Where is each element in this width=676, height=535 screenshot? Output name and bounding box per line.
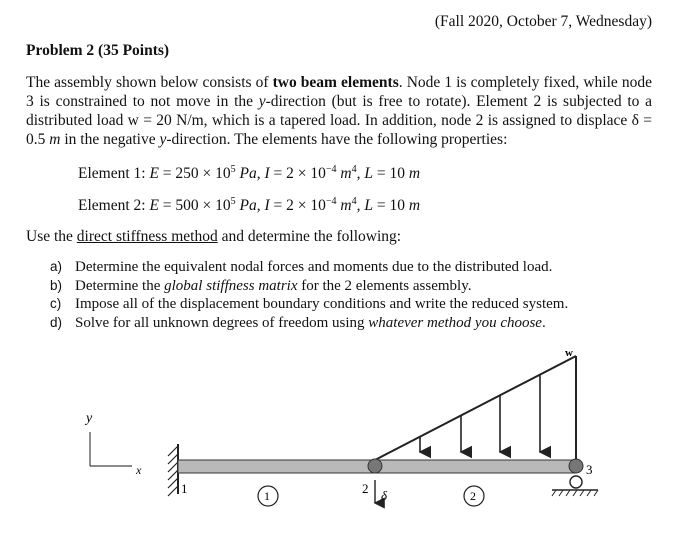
m4-unit: m xyxy=(336,165,352,182)
delta-label: δ xyxy=(381,488,388,503)
node-3-label: 3 xyxy=(586,462,593,477)
element-1-number: 1 xyxy=(264,489,270,503)
task-label: d) xyxy=(50,314,63,330)
i-value: = 2 × 10 xyxy=(269,197,326,214)
element-1-properties: Element 1: $E = 250 \times 10^5$ Pa, $I = 2 \times 10^{-4}$ $m^4$, L = 10 m xyxy=(78,163,421,182)
i-exponent: −4 xyxy=(325,163,337,175)
e-value: = 500 × 10 xyxy=(158,197,231,214)
i-symbol: I xyxy=(264,165,270,182)
axis-x-label: x xyxy=(136,463,142,477)
task-text-1: Impose all of the displacement boundary conditions and write the reduced system. xyxy=(75,296,569,312)
task-text-2: . xyxy=(541,314,546,331)
intro-text-3: -direction (but is free to rotate). Element 2 is subjected to a distributed load w = 20 N/m, which is a tapered load. In addition, node 2 is assigned to displace xyxy=(26,93,652,129)
intro-text-4: in the negative xyxy=(60,131,160,148)
intro-meter: m xyxy=(49,131,61,148)
date-line: (Fall 2020, October 7, Wednesday) xyxy=(434,13,652,30)
task-label: c) xyxy=(50,296,62,311)
e-symbol: E xyxy=(149,197,159,214)
fixed-support xyxy=(168,444,178,496)
e-exponent: 5 xyxy=(230,195,236,207)
l-symbol: L xyxy=(364,197,373,214)
intro-bold-two-beam: two beam elements xyxy=(272,74,399,91)
node-2-marker xyxy=(368,459,382,473)
task-text-1: Determine the equivalent nodal forces and moments due to the distributed load. xyxy=(75,259,553,275)
task-text-2: for the 2 elements assembly. xyxy=(297,277,472,294)
element-2-number: 2 xyxy=(470,489,476,503)
i-value: = 2 × 10 xyxy=(269,165,326,182)
coordinate-axes xyxy=(84,411,142,477)
method-underlined: direct stiffness method xyxy=(76,228,218,245)
pa-unit: Pa xyxy=(235,165,257,182)
displacement-arrow xyxy=(375,480,388,503)
intro-text-1: The assembly shown below consists of xyxy=(26,74,273,91)
i-exponent: −4 xyxy=(325,195,337,207)
intro-ydir: y xyxy=(258,93,266,110)
intro-ydir-2: y xyxy=(159,131,167,148)
load-label: w xyxy=(565,347,573,359)
task-italic: global stiffness matrix xyxy=(164,277,298,294)
element-2-label xyxy=(464,486,484,506)
roller-support xyxy=(552,476,598,496)
element-label: Element 1: xyxy=(78,165,150,182)
m4-exponent: 4 xyxy=(351,195,357,207)
node-1-label: 1 xyxy=(181,481,188,496)
e-symbol: E xyxy=(149,165,159,182)
e-value: = 250 × 10 xyxy=(158,165,231,182)
m4-exponent: 4 xyxy=(351,163,357,175)
task-text-1: Solve for all unknown degrees of freedom using xyxy=(75,314,369,331)
element-label: Element 2: xyxy=(78,197,150,214)
axis-y-label: y xyxy=(86,411,93,426)
l-unit: m xyxy=(408,165,421,182)
task-label: a) xyxy=(50,259,63,274)
intro-text-5: -direction. The elements have the following properties: xyxy=(166,131,508,148)
intro-text-2: . Node 1 is completely fixed, while node 3 is constrained to not move in the xyxy=(26,74,652,110)
problem-title: Problem 2 (35 Points) xyxy=(26,42,170,59)
element-2-properties: Element 2: $E = 500 \times 10^5$ Pa, $I = 2 \times 10^{-4}$ $m^4$, L = 10 m xyxy=(78,195,421,214)
method-post: and determine the following: xyxy=(217,228,402,245)
l-value: = 10 xyxy=(373,165,409,182)
pa-unit: Pa xyxy=(235,197,257,214)
i-symbol: I xyxy=(264,197,270,214)
m4-unit: m xyxy=(336,197,352,214)
intro-delta: δ = 0.5 xyxy=(26,112,653,148)
l-symbol: L xyxy=(364,165,373,182)
l-unit: m xyxy=(408,197,421,214)
element-1-label xyxy=(258,486,278,506)
e-exponent: 5 xyxy=(230,163,236,175)
task-italic: whatever method you choose xyxy=(368,314,542,331)
task-text-1: Determine the xyxy=(75,277,165,294)
l-value: = 10 xyxy=(373,197,409,214)
task-label: b) xyxy=(50,277,63,293)
method-pre: Use the xyxy=(26,228,77,245)
distributed-load xyxy=(375,347,576,460)
node-3-marker xyxy=(569,459,583,473)
node-2-label: 2 xyxy=(362,481,369,496)
